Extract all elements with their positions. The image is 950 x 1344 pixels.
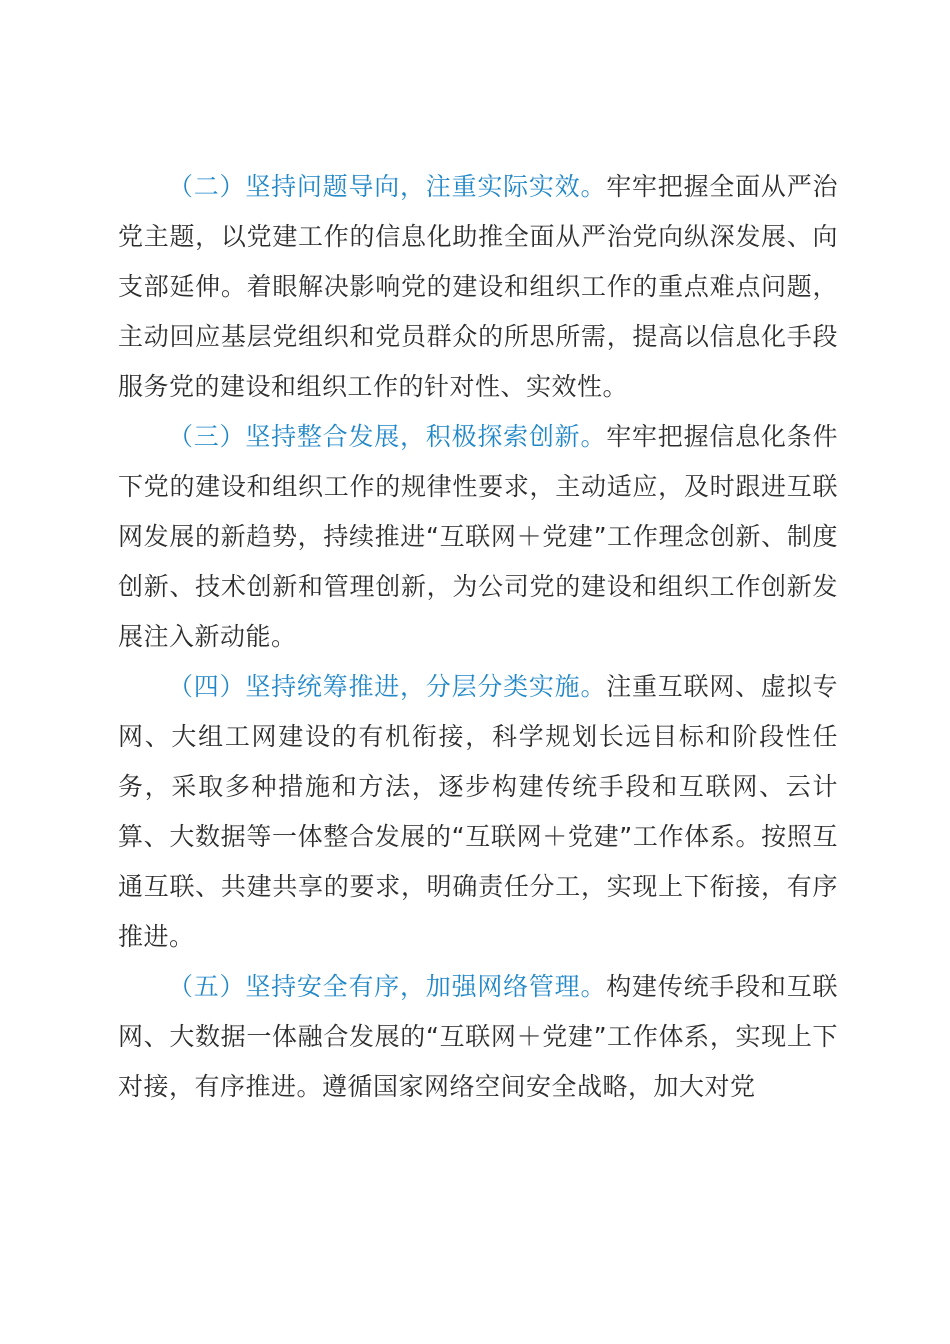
paragraph-text: 构建传统手段和互联网、大数据一体融合发展的“互联网＋党建”工作体系，实现上下对接，有序推进。遵循国家网络空间安全战略，加大对党 <box>118 972 838 1101</box>
paragraph-text: 牢牢把握全面从严治党主题，以党建工作的信息化助推全面从严治党向纵深发展、向支部延伸。着眼解决影响党的建设和组织工作的重点难点问题，主动回应基层党组织和党员群众的所思所需，提高以信息化手段服务党的建设和组织工作的针对性、实效性。 <box>118 172 838 401</box>
paragraph-heading: （四）坚持统筹推进，分层分类实施。 <box>168 672 607 701</box>
paragraph-2 <box>118 162 838 412</box>
document-body <box>118 162 838 1112</box>
paragraph-4 <box>118 662 838 962</box>
paragraph-heading: （五）坚持安全有序，加强网络管理。 <box>168 972 607 1001</box>
paragraph-text: 注重互联网、虚拟专网、大组工网建设的有机衔接，科学规划长远目标和阶段性任务，采取多种措施和方法，逐步构建传统手段和互联网、云计算、大数据等一体整合发展的“互联网＋党建”工作体系。按照互通互联、共建共享的要求，明确责任分工，实现上下衔接，有序推进。 <box>118 672 838 951</box>
paragraph-3 <box>118 412 838 662</box>
paragraph-heading: （三）坚持整合发展，积极探索创新。 <box>168 422 607 451</box>
paragraph-heading: （二）坚持问题导向，注重实际实效。 <box>168 172 607 201</box>
paragraph-text: 牢牢把握信息化条件下党的建设和组织工作的规律性要求，主动适应，及时跟进互联网发展的新趋势，持续推进“互联网＋党建”工作理念创新、制度创新、技术创新和管理创新，为公司党的建设和组织工作创新发展注入新动能。 <box>118 422 838 651</box>
paragraph-5 <box>118 962 838 1112</box>
